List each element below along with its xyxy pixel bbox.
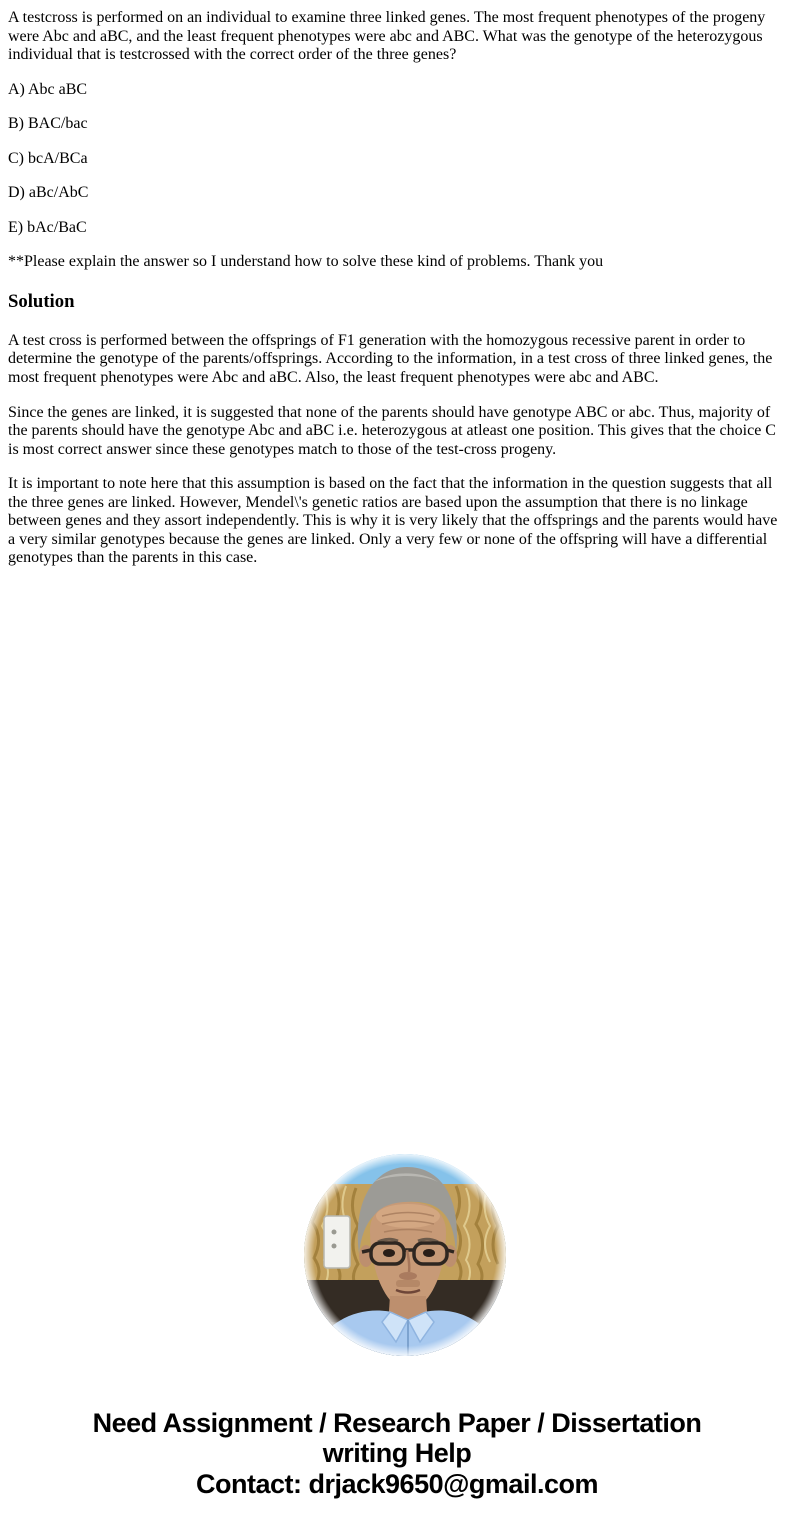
solution-paragraph-1: A test cross is performed between the offsprings of F1 generation with the homozygous recessive parent in order to determine the genotype of the parents/offsprings. According to the information, in a test cross of three linked genes, the most frequent phenotypes were Abc and aBC. Also, the least frequent phenotypes were abc and ABC. xyxy=(8,331,773,387)
solution-paragraph-2: Since the genes are linked, it is suggested that none of the parents should have genotype ABC or abc. Thus, majority of the parents should have the genotype Abc and aBC i.e. heterozygous at atleast one position. This gives that the choice C is most correct answer since these genotypes match to those of the test-cross progeny. xyxy=(8,403,776,458)
question-note: **Please explain the answer so I understand how to solve these kind of problems. Thank you xyxy=(8,253,604,271)
footer-line-1: Need Assignment / Research Paper / Dissertation xyxy=(92,1407,702,1438)
footer-line-3: Contact: drjack9650@gmail.com xyxy=(196,1468,598,1499)
footer-line-2: writing Help xyxy=(322,1438,472,1469)
answer-option-d: D) aBc/AbC xyxy=(8,184,89,202)
answer-option-c: C) bcA/BCa xyxy=(8,149,88,167)
footer-promo-text xyxy=(8,1408,786,1500)
answer-option-a: A) Abc aBC xyxy=(8,80,88,98)
solution-paragraph-3: It is important to note here that this assumption is based on the fact that the information in the question suggests that all the three genes are linked. However, Mendel\'s genetic ratios are based upon the assumption that there is no linkage between genes and they assort independently. This is why it is very likely that the offsprings and the parents would have a very similar genotypes because the genes are linked. Only a very few or none of the offspring will have a differential genotypes than the parents in this case. xyxy=(8,475,778,567)
answer-option-b: B) BAC/bac xyxy=(8,115,88,133)
whitespace-spacer xyxy=(8,584,786,1154)
portrait-photo xyxy=(304,1154,506,1356)
avatar xyxy=(8,1154,794,1356)
question-text: A testcross is performed on an individual to examine three linked genes. The most frequent phenotypes of the progeny were Abc and aBC, and the least frequent phenotypes were abc and ABC. What was the genotype of the heterozygous individual that is testcrossed with the correct order of the three genes? xyxy=(8,9,766,64)
solution-heading: Solution xyxy=(8,290,75,312)
answer-option-e: E) bAc/BaC xyxy=(8,218,87,236)
